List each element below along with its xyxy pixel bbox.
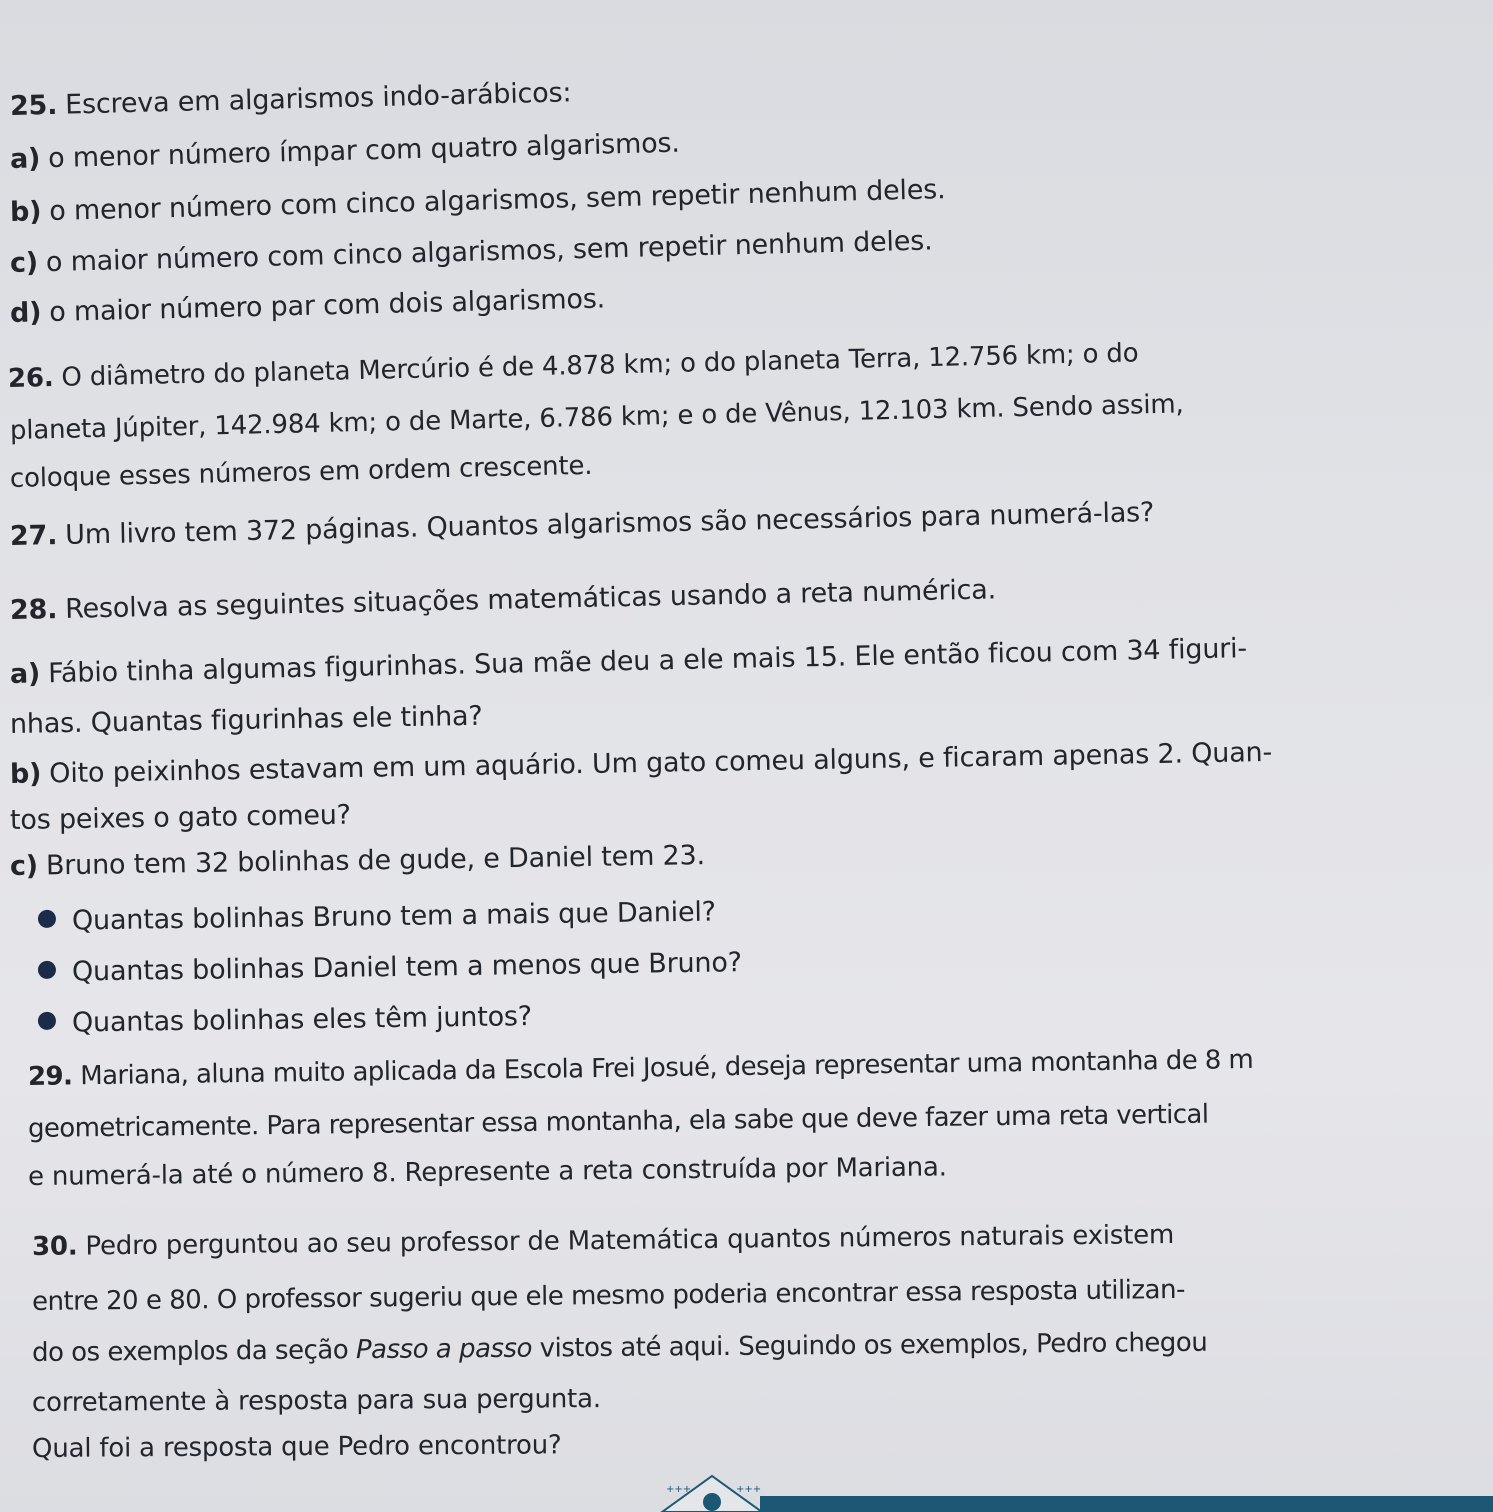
item-label: b) [9, 196, 42, 228]
question-30-line-5 [32, 1428, 562, 1466]
page-footer [0, 1484, 1493, 1512]
item-text: o maior número par com dois algarismos. [48, 283, 606, 329]
question-26-line-1 [8, 336, 1139, 396]
question-28-a-line-2 [10, 700, 483, 742]
footer-band [760, 1496, 1493, 1512]
item-text: o menor número ímpar com quatro algarismos. [47, 127, 681, 175]
item-label: a) [9, 143, 41, 175]
question-28-bullet-2 [38, 946, 742, 990]
question-30-text-3a: do os exemplos da seção [31, 1335, 357, 1368]
item-label: d) [9, 297, 42, 329]
question-28-b-text-1: Oito peixinhos estavam em um aquário. Um gato comeu alguns, e ficaram apenas 2. Quan- [48, 736, 1273, 790]
question-26-line-3 [10, 449, 593, 496]
bullet-icon [38, 910, 56, 928]
item-text: o maior número com cinco algarismos, sem repetir nenhum deles. [45, 225, 933, 279]
question-25-number: 25. [9, 89, 58, 122]
question-28-bullet-1 [38, 896, 716, 939]
question-25-item-a [10, 127, 681, 177]
question-29-text-1: Mariana, aluna muito aplicada da Escola Frei Josué, deseja representar uma montanha de 8 m [80, 1044, 1254, 1092]
question-28-b-line-1 [10, 736, 1273, 792]
question-26-text-3: coloque esses números em ordem crescente. [9, 450, 593, 494]
question-25-heading [10, 76, 572, 124]
question-28-text: Resolva as seguintes situações matemáticas usando a reta numérica. [64, 574, 997, 625]
question-27-number: 27. [9, 520, 58, 552]
question-29-number: 29. [27, 1061, 73, 1092]
question-26-text-1: O diâmetro do planeta Mercúrio é de 4.878 km; o do planeta Terra, 12.756 km; o do [61, 338, 1139, 393]
question-26-line-2 [10, 387, 1184, 448]
question-28-heading [10, 573, 997, 628]
question-28-b-text-2: tos peixes o gato comeu? [9, 799, 352, 836]
question-28-bullet-3 [38, 1000, 532, 1041]
question-28-c-text-1: Bruno tem 32 bolinhas de gude, e Daniel tem 23. [45, 840, 706, 882]
question-30-text-5: Qual foi a resposta que Pedro encontrou? [31, 1430, 562, 1464]
question-25-item-c [10, 224, 933, 281]
question-28-a-text-2: nhas. Quantas figurinhas ele tinha? [9, 700, 483, 740]
question-30-text-1: Pedro perguntou ao seu professor de Matemática quantos números naturais existem [85, 1220, 1175, 1262]
bullet-text: Quantas bolinhas Daniel tem a menos que Bruno? [71, 947, 743, 988]
question-29-text-3: e numerá-la até o número 8. Represente a reta construída por Mariana. [27, 1152, 947, 1192]
question-28-b-line-2 [10, 799, 351, 838]
question-30-line-4 [32, 1382, 601, 1420]
bullet-text: Quantas bolinhas Bruno tem a mais que Daniel? [71, 896, 717, 937]
question-30-text-3c: vistos até aqui. Seguindo os exemplos, Pedro chegou [531, 1327, 1208, 1364]
footer-logo-icon [652, 1472, 772, 1512]
bullet-icon [38, 1012, 56, 1030]
question-29-text-2: geometricamente. Para representar essa montanha, ela sabe que deve fazer uma reta vertical [27, 1099, 1209, 1144]
bullet-icon [38, 961, 56, 979]
question-29-line-1 [28, 1043, 1254, 1094]
question-29-line-3 [28, 1150, 947, 1194]
question-30-line-1 [32, 1218, 1174, 1264]
item-label: c) [9, 850, 39, 882]
question-28-number: 28. [9, 594, 58, 626]
svg-text:+++: +++ [666, 1484, 692, 1495]
question-28-c-line-1 [10, 839, 705, 884]
question-27-text: Um livro tem 372 páginas. Quantos algarismos são necessários para numerá-las? [64, 497, 1155, 551]
question-29-line-2 [28, 1098, 1209, 1146]
bullet-text: Quantas bolinhas eles têm juntos? [71, 1001, 533, 1039]
question-26-text-2: planeta Júpiter, 142.984 km; o de Marte, 6.786 km; e o de Vênus, 12.103 km. Sendo assim, [9, 389, 1184, 446]
question-25-item-b [10, 173, 946, 230]
question-30-text-2: entre 20 e 80. O professor sugeriu que ele mesmo poderia encontrar essa resposta utilizan- [31, 1274, 1186, 1317]
item-label: b) [9, 758, 42, 790]
question-25-item-d [10, 282, 606, 331]
question-30-number: 30. [31, 1231, 78, 1262]
question-26-number: 26. [7, 362, 54, 394]
svg-text:+++: +++ [736, 1484, 762, 1495]
question-25-text: Escreva em algarismos indo-arábicos: [64, 77, 572, 121]
question-27 [10, 496, 1155, 554]
question-30-line-2 [32, 1273, 1185, 1319]
item-label: c) [9, 247, 39, 279]
question-30-text-3b: Passo a passo [355, 1333, 533, 1366]
item-text: o menor número com cinco algarismos, sem repetir nenhum deles. [48, 174, 946, 228]
question-28-a-line-1 [10, 632, 1248, 692]
question-28-a-text-1: Fábio tinha algumas figurinhas. Sua mãe deu a ele mais 15. Ele então ficou com 34 figuri- [47, 633, 1248, 690]
question-30-line-3 [32, 1326, 1208, 1370]
question-30-text-4: corretamente à resposta para sua pergunta. [31, 1384, 601, 1418]
item-label: a) [9, 658, 41, 690]
